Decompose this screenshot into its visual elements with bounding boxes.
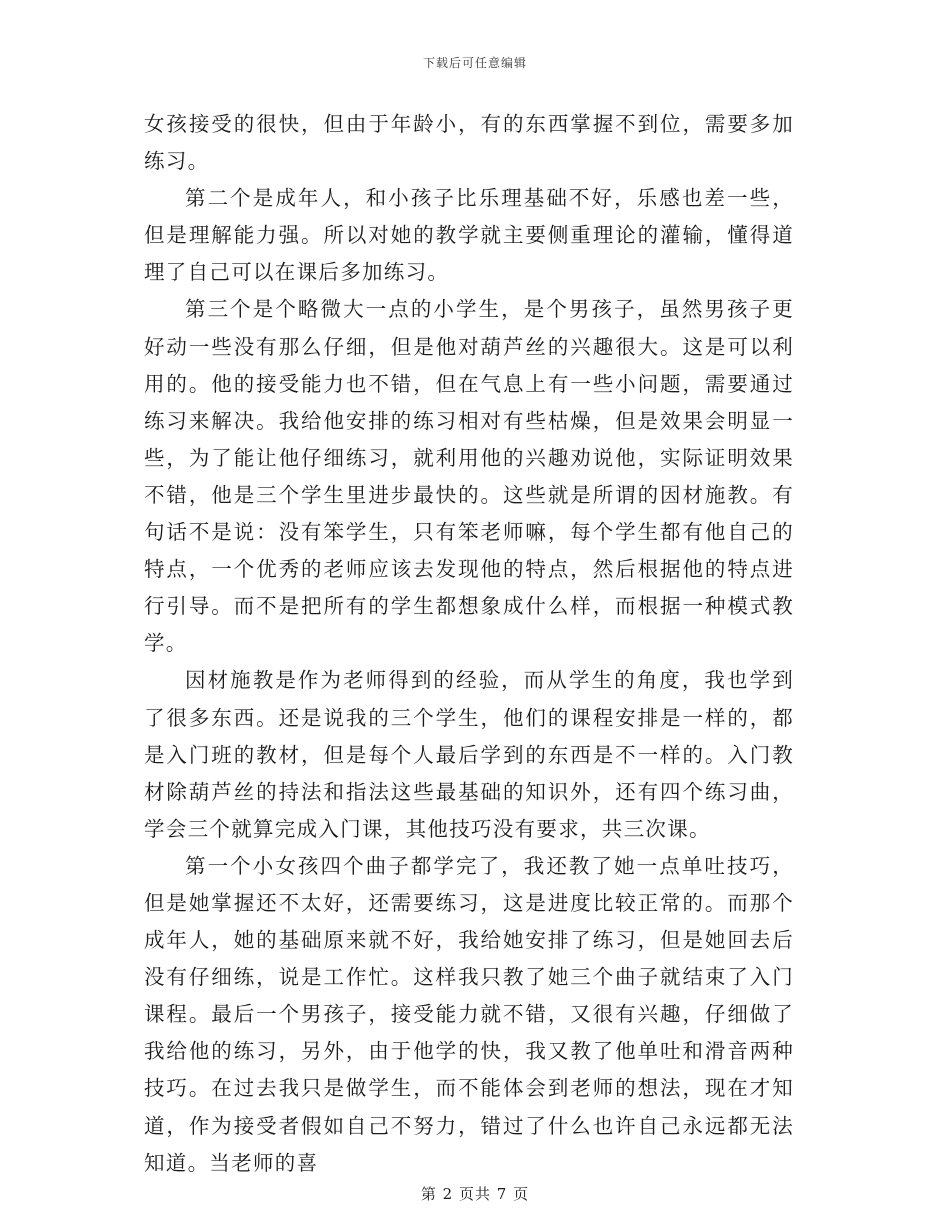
paragraph-1: 女孩接受的很快，但由于年龄小，有的东西掌握不到位，需要多加练习。 xyxy=(144,112,794,174)
paragraph-3: 第三个是个略微大一点的小学生，是个男孩子，虽然男孩子更好动一些没有那么仔细，但是他对葫芦丝的兴趣很大。这是可以利用的。他的接受能力也不错，但在气息上有一些小问题，需要通过练习来解决。我给他安排的练习相对有些枯燥，但是效果会明显一些，为了能让他仔细练习，就利用他的兴趣劝说他，实际证明效果不错，他是三个学生里进步最快的。这些就是所谓的因材施教。有句话不是说：没有笨学生，只有笨老师嘛，每个学生都有他自己的特点，一个优秀的老师应该去发现他的特点，然后根据他的特点进行引导。而不是把所有的学生都想象成什么样，而根据一种模式教学。 xyxy=(144,297,794,656)
paragraph-4: 因材施教是作为老师得到的经验，而从学生的角度，我也学到了很多东西。还是说我的三个学生，他们的课程安排是一样的，都是入门班的教材，但是每个人最后学到的东西是不一样的。入门教材除葫芦丝的持法和指法这些最基础的知识外，还有四个练习曲，学会三个就算完成入门课，其他技巧没有要求，共三次课。 xyxy=(144,668,794,841)
paragraph-5: 第一个小女孩四个曲子都学完了，我还教了她一点单吐技巧，但是她掌握还不太好，还需要练习，这是进度比较正常的。而那个成年人，她的基础原来就不好，我给她安排了练习，但是她回去后没有仔细练，说是工作忙。这样我只教了她三个曲子就结束了入门课程。最后一个男孩子，接受能力就不错，又很有兴趣，仔细做了我给他的练习，另外，由于他学的快，我又教了他单吐和滑音两种技巧。在过去我只是做学生，而不能体会到老师的想法，现在才知道，作为接受者假如自己不努力，错过了什么也许自己永远都无法知道。当老师的喜 xyxy=(144,853,794,1175)
document-body xyxy=(144,106,794,1182)
paragraph-2: 第二个是成年人，和小孩子比乐理基础不好，乐感也差一些，但是理解能力强。所以对她的教学就主要侧重理论的灌输，懂得道理了自己可以在课后多加练习。 xyxy=(144,186,794,285)
page-header: 下载后可任意编辑 xyxy=(422,56,527,70)
page-number: 第 2 页共 7 页 xyxy=(420,1185,530,1203)
